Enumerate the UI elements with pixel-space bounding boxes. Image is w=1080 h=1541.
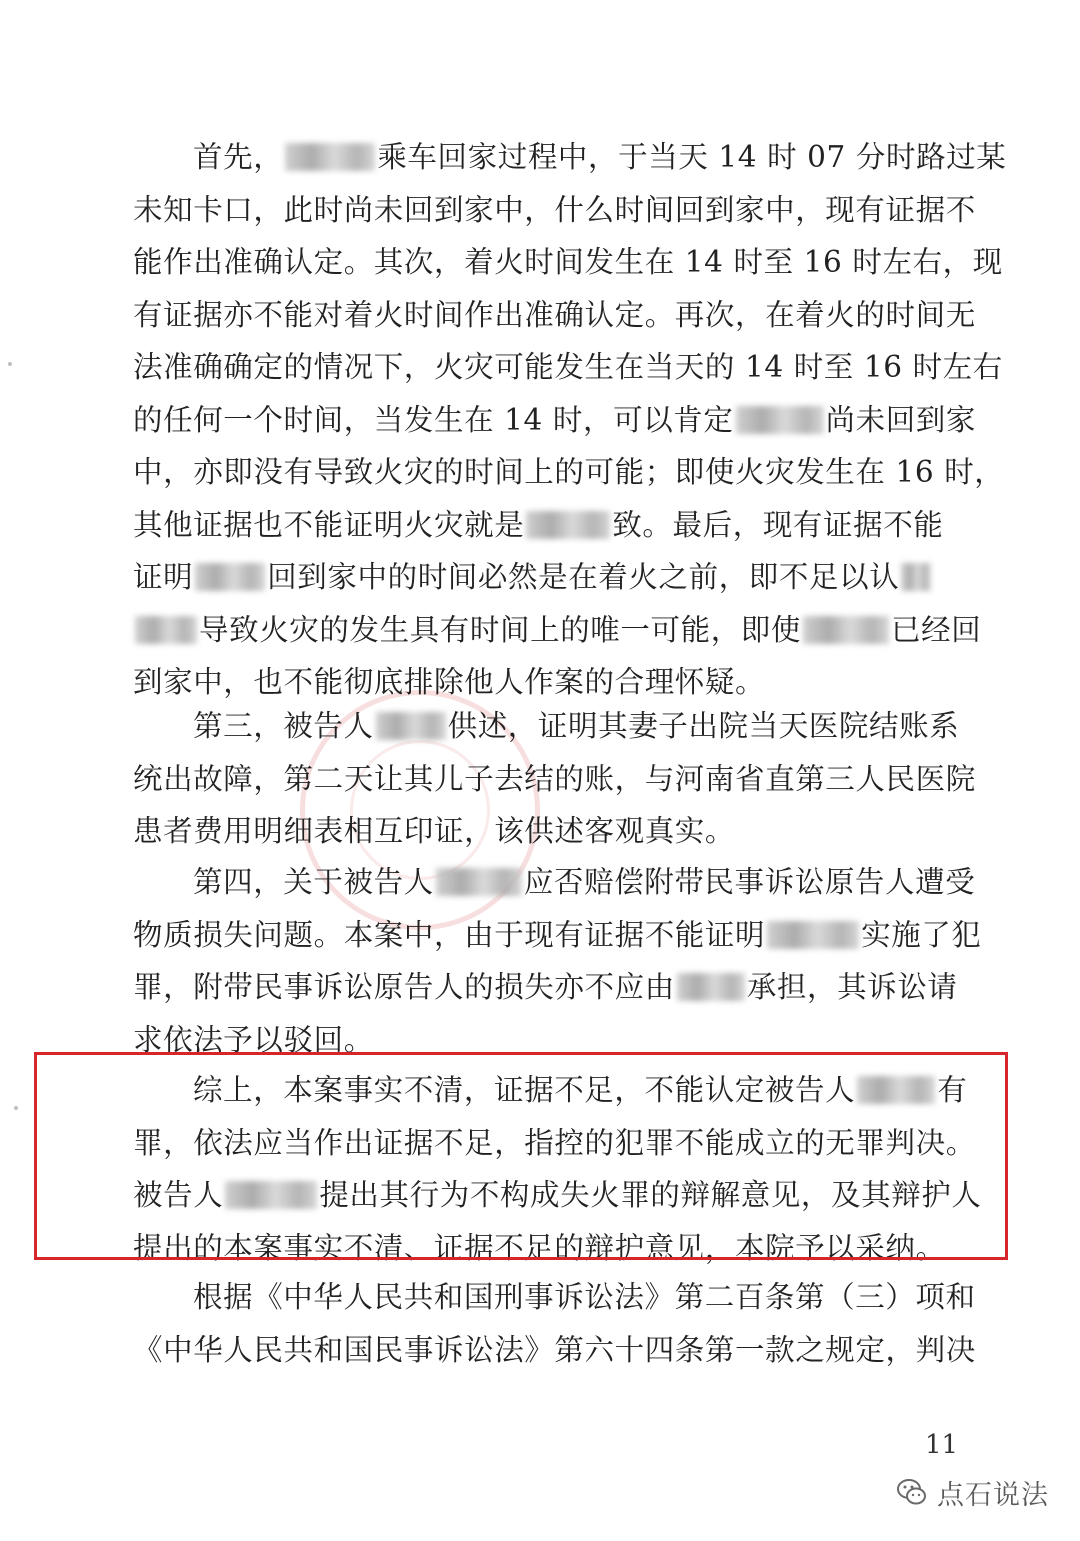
scan-mark <box>8 362 12 366</box>
redacted-name <box>736 406 824 434</box>
text-line <box>133 341 1003 393</box>
text-line <box>133 499 958 551</box>
text-segment: 供述，证明其妻子出院当天医院结账系 <box>447 709 960 743</box>
text-segment: 应否赔偿附带民事诉讼原告人遭受 <box>523 865 976 899</box>
wechat-icon <box>895 1475 929 1509</box>
scan-mark <box>14 1106 18 1110</box>
watermark <box>895 1472 1049 1512</box>
text-segment: 中，亦即没有导致火灾的时间上的可能；即使火灾发生在 16 时， <box>133 455 1005 489</box>
text-line <box>133 236 1003 288</box>
text-segment: 致。最后，现有证据不能 <box>612 507 944 542</box>
highlight-box <box>34 1052 1008 1260</box>
text-segment: 实施了犯 <box>861 917 982 952</box>
redacted-name <box>901 563 931 591</box>
text-line <box>133 753 976 805</box>
redacted-name <box>803 616 889 644</box>
text-segment: 首先， <box>193 140 284 174</box>
text-segment: 有 <box>937 1073 968 1107</box>
text-segment: 到家中，也不能彻底排除他人作案的合理怀疑。 <box>133 665 766 699</box>
text-line <box>133 805 958 857</box>
text-segment: 第三，被告人 <box>193 709 374 743</box>
text-segment: 物质损失问题。本案中，由于现有证据不能证明 <box>133 917 766 952</box>
text-segment: 《中华人民共和国民事诉讼法》第六十四条第一款之规定，判决 <box>133 1332 976 1367</box>
text-line <box>133 1324 976 1376</box>
text-segment: 提出的本案事实不清、证据不足的辩护意见，本院予以采纳。 <box>133 1230 946 1265</box>
text-segment: 统出故障，第二天让其儿子去结的账，与河南省直第三人民医院 <box>133 761 976 796</box>
text-line <box>133 184 976 236</box>
text-segment: 第四，关于被告人 <box>193 865 434 899</box>
text-line <box>193 856 976 908</box>
redacted-name <box>376 712 446 740</box>
text-line <box>133 909 982 961</box>
text-segment: 未知卡口，此时尚未回到家中，什么时间回到家中，现有证据不 <box>133 192 976 227</box>
text-line <box>133 961 958 1013</box>
text-line <box>193 131 1007 183</box>
text-segment: 有证据亦不能对着火时间作出准确认定。再次，在着火的时间无 <box>133 297 976 332</box>
text-segment: 根据《中华人民共和国刑事诉讼法》第二百条第（三）项和 <box>193 1280 976 1314</box>
text-segment: 回到家中的时间必然是在着火之前，即不足以认 <box>267 560 900 594</box>
text-segment: 证明 <box>133 560 194 594</box>
redacted-name <box>767 921 859 949</box>
redacted-name <box>135 616 197 644</box>
text-segment: 导致火灾的发生具有时间上的唯一可能，即使 <box>199 612 802 647</box>
text-line <box>133 604 982 656</box>
text-line <box>133 289 976 341</box>
text-segment: 罪，附带民事诉讼原告人的损失亦不应由 <box>133 970 675 1004</box>
text-segment: 的任何一个时间，当发生在 14 时，可以肯定 <box>133 402 734 437</box>
redacted-name <box>195 563 265 591</box>
text-segment: 承担，其诉讼请 <box>746 970 958 1004</box>
watermark-text: 点石说法 <box>937 1479 1049 1511</box>
text-segment: 患者费用明细表相互印证，该供述客观真实。 <box>133 814 736 848</box>
page-number: 11 <box>925 1430 959 1460</box>
redacted-name <box>285 143 375 171</box>
text-segment: 提出其行为不构成失火罪的辩解意见，及其辩护人 <box>319 1178 982 1212</box>
text-line <box>193 1271 976 1323</box>
redacted-name <box>677 973 745 1001</box>
text-segment: 法准确确定的情况下，火灾可能发生在当天的 14 时至 16 时左右 <box>133 350 1003 384</box>
text-segment: 被告人 <box>133 1178 224 1212</box>
text-segment: 乘车回家过程中，于当天 14 时 07 分时路过某 <box>377 140 1007 174</box>
text-segment: 综上，本案事实不清，证据不足，不能认定被告人 <box>193 1073 856 1107</box>
text-segment: 其他证据也不能证明火灾就是 <box>133 507 525 542</box>
redacted-name <box>526 511 610 539</box>
redacted-name <box>436 868 522 896</box>
text-line <box>133 551 958 603</box>
text-segment: 能作出准确认定。其次，着火时间发生在 14 时至 16 时左右，现 <box>133 245 1003 279</box>
text-segment: 求依法予以驳回。 <box>133 1022 374 1057</box>
text-segment: 罪，依法应当作出证据不足，指控的犯罪不能成立的无罪判决。 <box>133 1125 976 1160</box>
text-segment: 尚未回到家 <box>825 402 977 437</box>
text-line <box>193 700 958 752</box>
text-line <box>133 446 1005 498</box>
text-line <box>133 394 977 446</box>
text-segment: 已经回 <box>891 612 982 647</box>
